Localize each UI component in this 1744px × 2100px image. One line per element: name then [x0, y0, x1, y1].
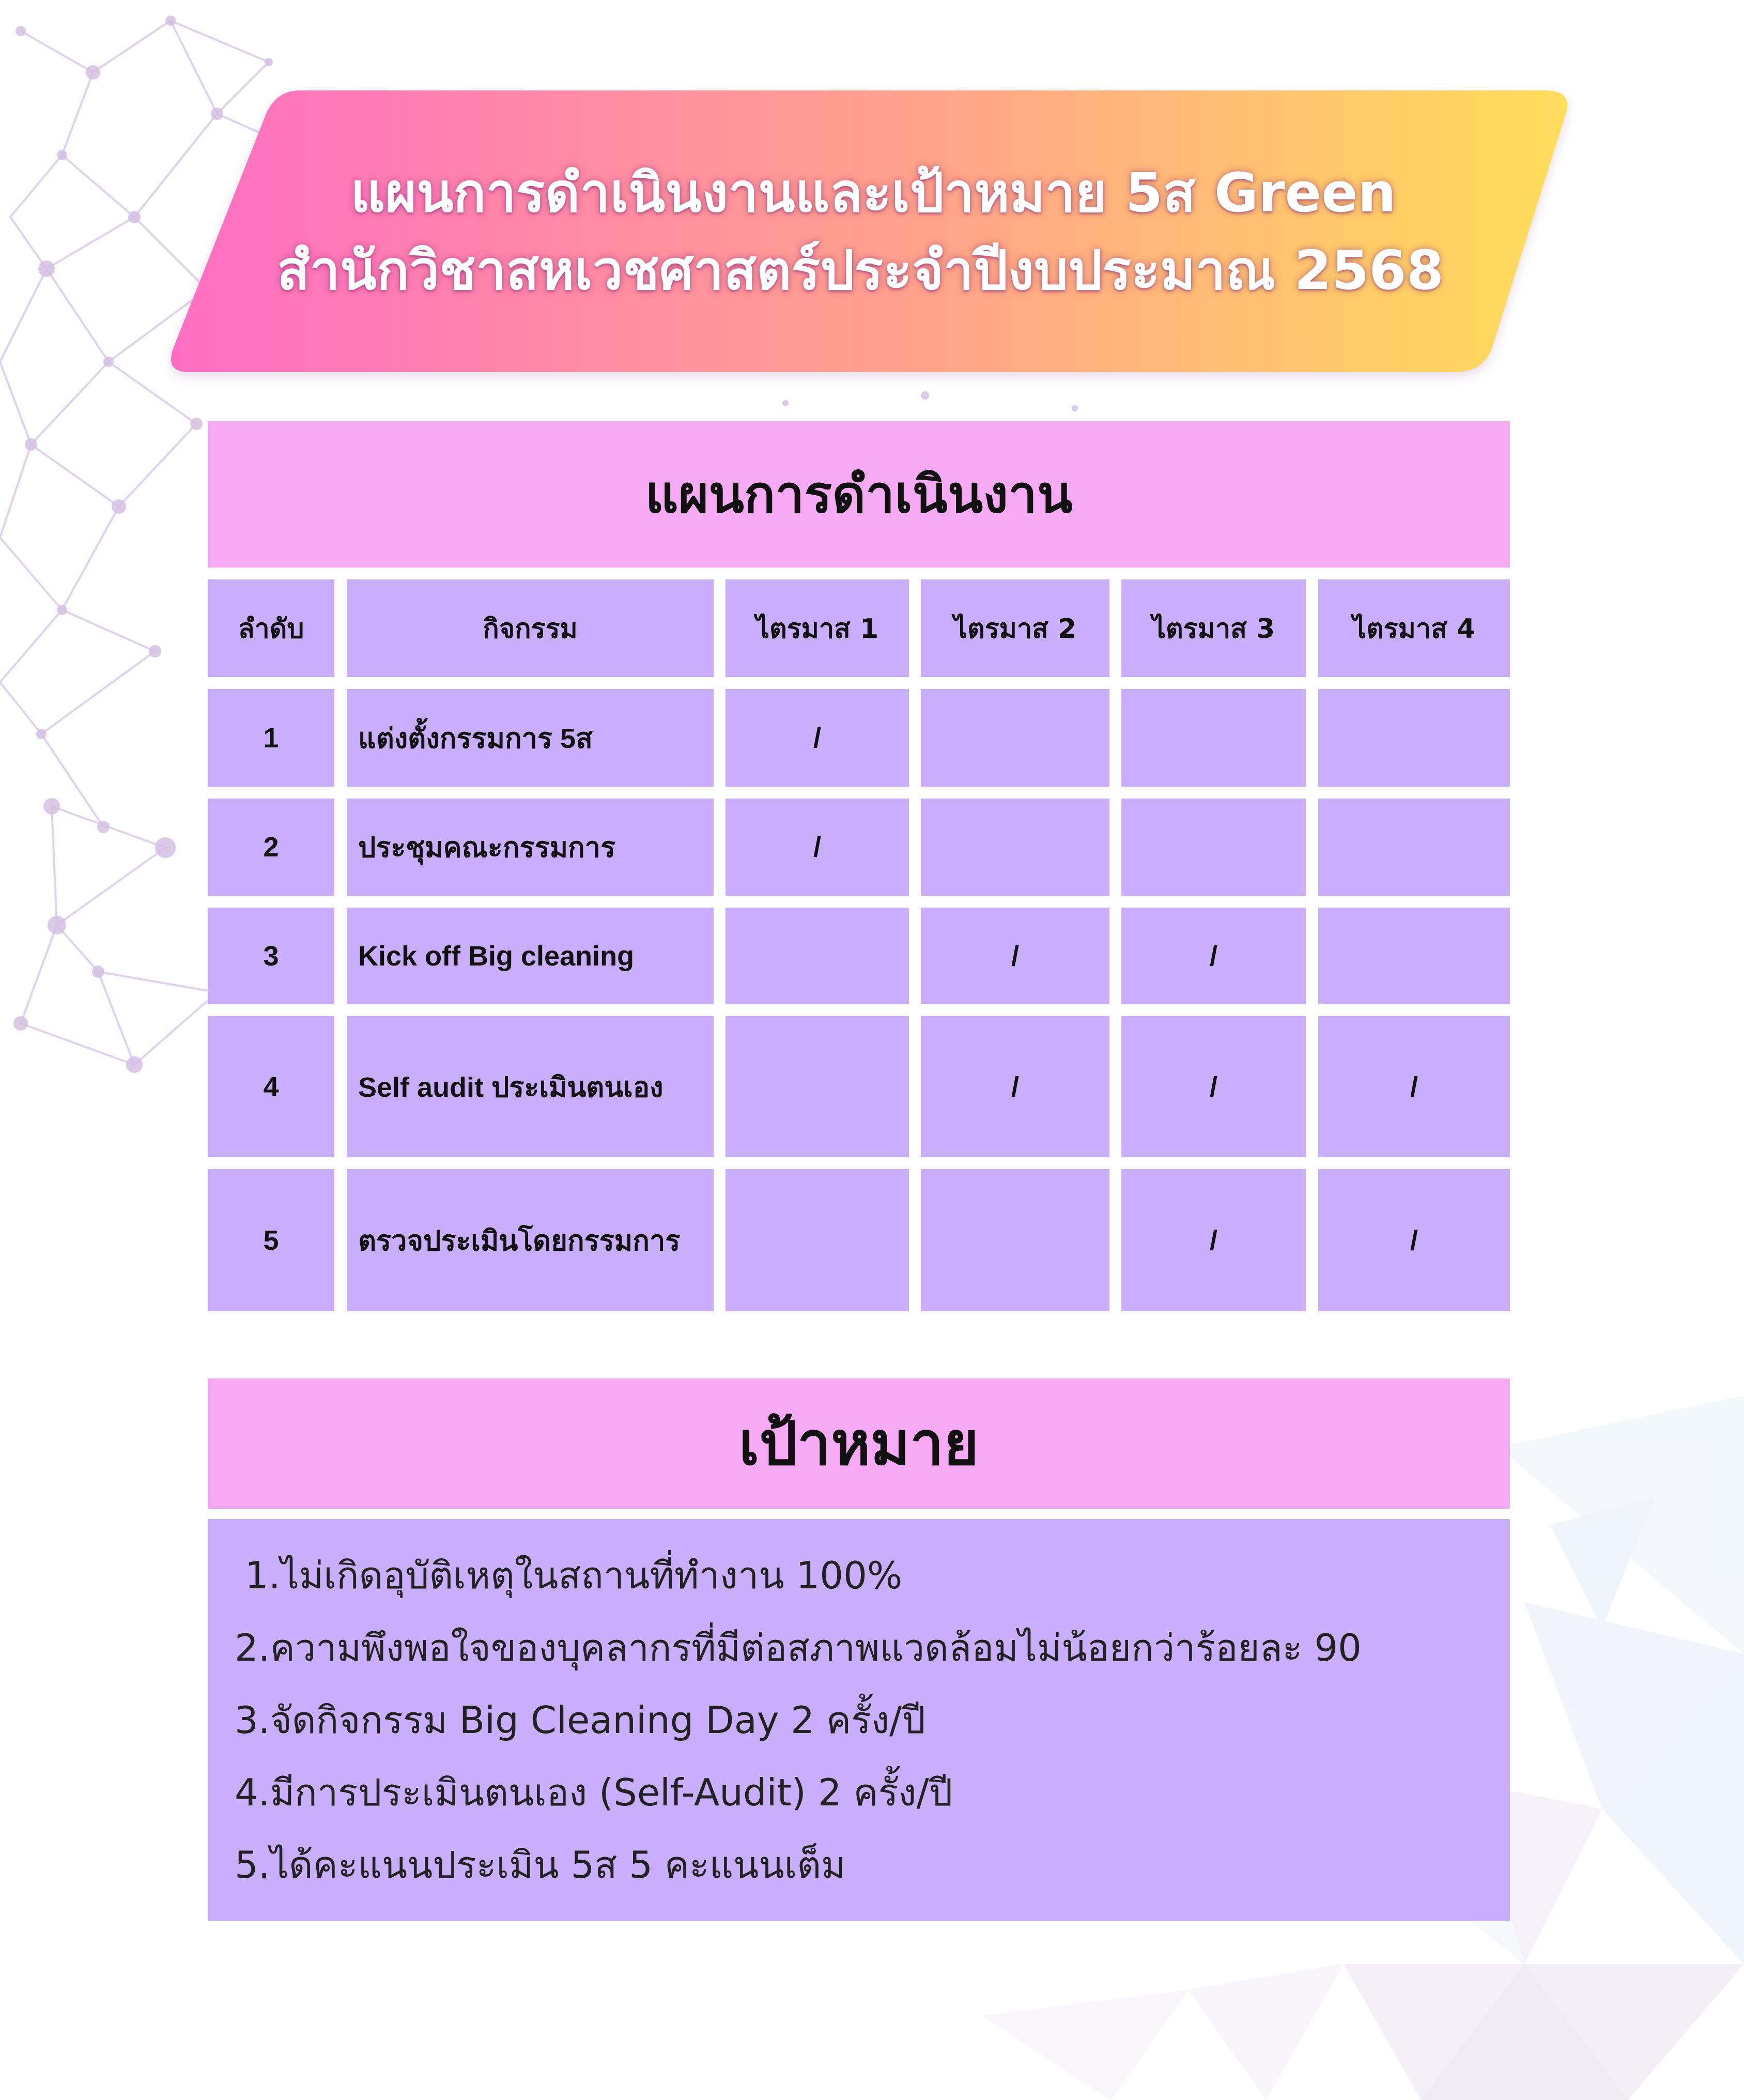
table-cell-no: 5	[208, 1169, 334, 1311]
column-header-no: ลำดับ	[208, 579, 334, 677]
table-cell-activity: แต่งตั้งกรรมการ 5ส	[347, 689, 714, 787]
table-cell-no: 2	[208, 799, 334, 896]
table-cell-q3: /	[1121, 908, 1306, 1004]
page-title-line-1: แผนการดำเนินงานและเป้าหมาย 5ส Green	[350, 161, 1396, 224]
table-cell-q3: /	[1121, 1016, 1306, 1157]
column-header-q3: ไตรมาส 3	[1121, 579, 1306, 677]
table-cell-q4	[1318, 799, 1510, 896]
title-banner	[171, 90, 1571, 372]
table-cell-activity: ตรวจประเมินโดยกรรมการ	[347, 1169, 714, 1311]
goals-list	[208, 1519, 1510, 1921]
table-cell-q3: /	[1121, 1169, 1306, 1311]
column-header-q4: ไตรมาส 4	[1318, 579, 1510, 677]
table-cell-q4	[1318, 908, 1510, 1004]
table-cell-q1	[726, 1169, 909, 1311]
table-cell-q2	[921, 799, 1109, 896]
plan-section-heading: แผนการดำเนินงาน	[208, 421, 1510, 568]
column-header-q1: ไตรมาส 1	[726, 579, 909, 677]
table-cell-q3	[1121, 799, 1306, 896]
goal-item: 5.ได้คะแนนประเมิน 5ส 5 คะแนนเต็ม	[235, 1843, 846, 1887]
table-cell-no: 1	[208, 689, 334, 787]
table-cell-q1	[726, 908, 909, 1004]
goals-section-heading: เป้าหมาย	[208, 1378, 1510, 1509]
table-cell-q4	[1318, 689, 1510, 787]
goal-item: 1.ไม่เกิดอุบัติเหตุในสถานที่ทำงาน 100%	[245, 1554, 903, 1597]
table-cell-q2: /	[921, 908, 1109, 1004]
table-cell-q4: /	[1318, 1169, 1510, 1311]
page-title-line-2: สำนักวิชาสหเวชศาสตร์ประจำปีงบประมาณ 2568	[277, 238, 1444, 302]
table-cell-q3	[1121, 689, 1306, 787]
table-cell-q4: /	[1318, 1016, 1510, 1157]
table-cell-q2: /	[921, 1016, 1109, 1157]
table-cell-q2	[921, 1169, 1109, 1311]
table-cell-no: 3	[208, 908, 334, 1004]
table-cell-q1: /	[726, 689, 909, 787]
table-cell-no: 4	[208, 1016, 334, 1157]
table-cell-q1: /	[726, 799, 909, 896]
column-header-q2: ไตรมาส 2	[921, 579, 1109, 677]
goal-item: 3.จัดกิจกรรม Big Cleaning Day 2 ครั้ง/ปี	[235, 1698, 925, 1742]
table-cell-activity: Kick off Big cleaning	[347, 908, 714, 1004]
goal-item: 2.ความพึงพอใจของบุคลากรที่มีต่อสภาพแวดล้อมไม่น้อยกว่าร้อยละ 90	[235, 1626, 1362, 1669]
table-cell-activity: ประชุมคณะกรรมการ	[347, 799, 714, 896]
table-cell-activity: Self audit ประเมินตนเอง	[347, 1016, 714, 1157]
column-header-activity: กิจกรรม	[347, 579, 714, 677]
table-cell-q1	[726, 1016, 909, 1157]
goal-item: 4.มีการประเมินตนเอง (Self-Audit) 2 ครั้ง/ปี	[235, 1771, 953, 1814]
table-cell-q2	[921, 689, 1109, 787]
